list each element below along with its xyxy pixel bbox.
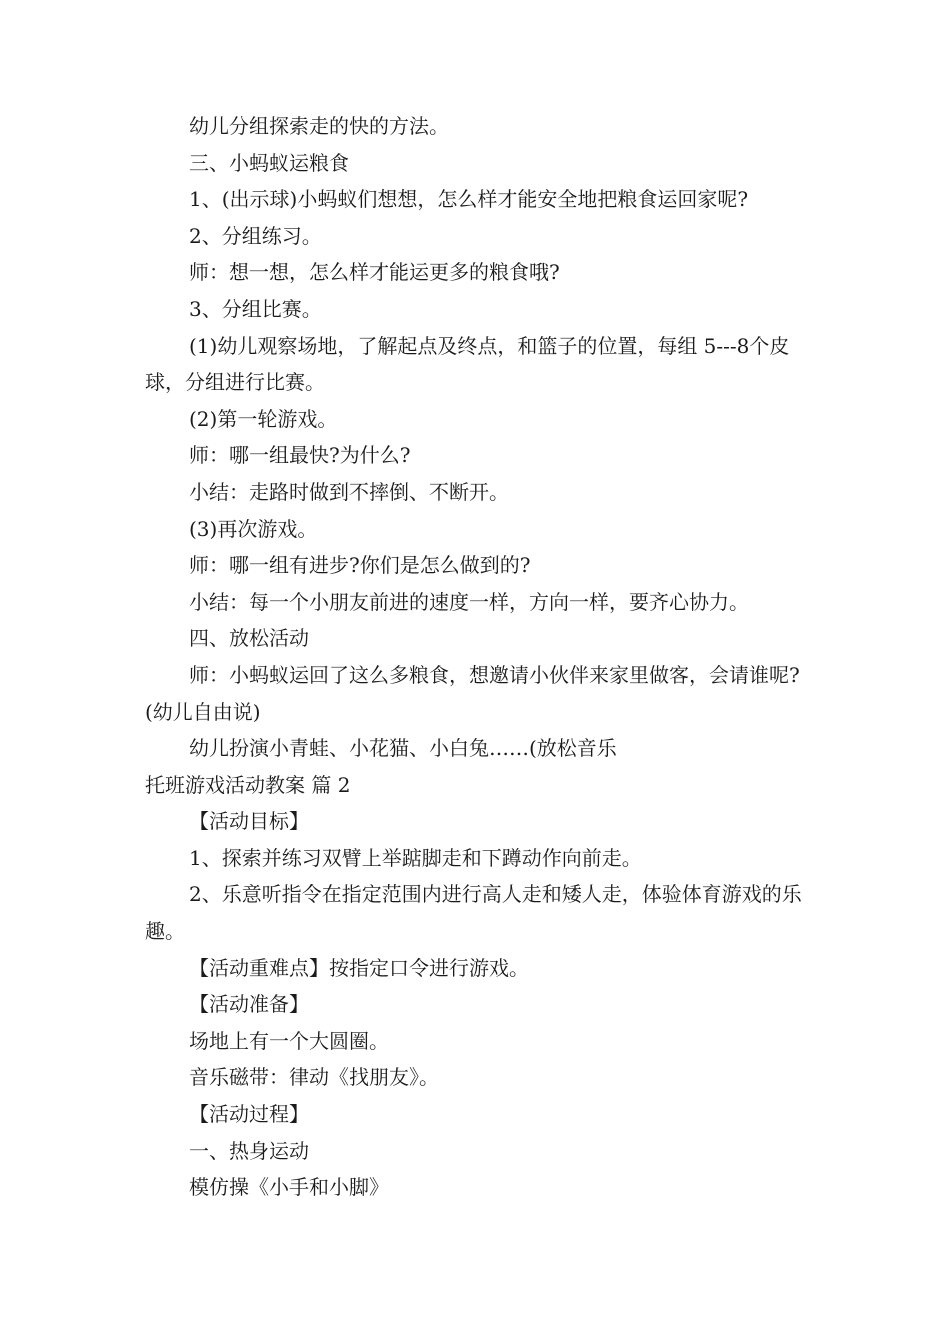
paragraph: 3、分组比赛。 [189,296,322,321]
paragraph: 2、乐意听指令在指定范围内进行高人走和矮人走，体验体育游戏的乐趣。 [145,882,802,944]
paragraph: 1、探索并练习双臂上举踮脚走和下蹲动作向前走。 [189,845,642,870]
paragraph: 小结：每一个小朋友前进的速度一样，方向一样，要齐心协力。 [189,589,749,614]
paragraph: 【活动重难点】按指定口令进行游戏。 [189,955,529,980]
document-title: 托班游戏活动教案 篇 2 [145,772,351,797]
paragraph: 师：想一想，怎么样才能运更多的粮食哦? [189,260,560,285]
paragraph: 1、(出示球)小蚂蚁们想想，怎么样才能安全地把粮食运回家呢? [189,187,749,212]
paragraph: (2)第一轮游戏。 [189,406,338,431]
paragraph: 音乐磁带：律动《找朋友》。 [189,1065,439,1090]
document-body [145,108,810,1206]
section-heading: 三、小蚂蚁运粮食 [189,150,349,175]
paragraph: 师：小蚂蚁运回了这么多粮食，想邀请小伙伴来家里做客，会请谁呢?(幼儿自由说) [145,662,800,724]
section-heading: 【活动过程】 [189,1102,309,1127]
paragraph: 师：哪一组有进步?你们是怎么做到的? [189,553,531,578]
paragraph: 幼儿分组探索走的快的方法。 [189,114,449,138]
section-heading: 【活动准备】 [189,992,309,1017]
paragraph: 场地上有一个大圆圈。 [189,1028,389,1053]
section-heading: 四、放松活动 [189,626,309,651]
paragraph: (3)再次游戏。 [189,516,318,541]
paragraph: 小结：走路时做到不摔倒、不断开。 [189,479,509,504]
paragraph: 幼儿扮演小青蛙、小花猫、小白兔……(放松音乐 [189,736,617,761]
paragraph: (1)幼儿观察场地，了解起点及终点，和篮子的位置，每组 5---8个皮球，分组进行比赛。 [145,333,790,395]
paragraph: 师：哪一组最快?为什么? [189,443,411,468]
section-heading: 一、热身运动 [189,1138,309,1163]
section-heading: 【活动目标】 [189,809,309,834]
paragraph: 模仿操《小手和小脚》 [189,1175,389,1200]
paragraph: 2、分组练习。 [189,223,322,248]
